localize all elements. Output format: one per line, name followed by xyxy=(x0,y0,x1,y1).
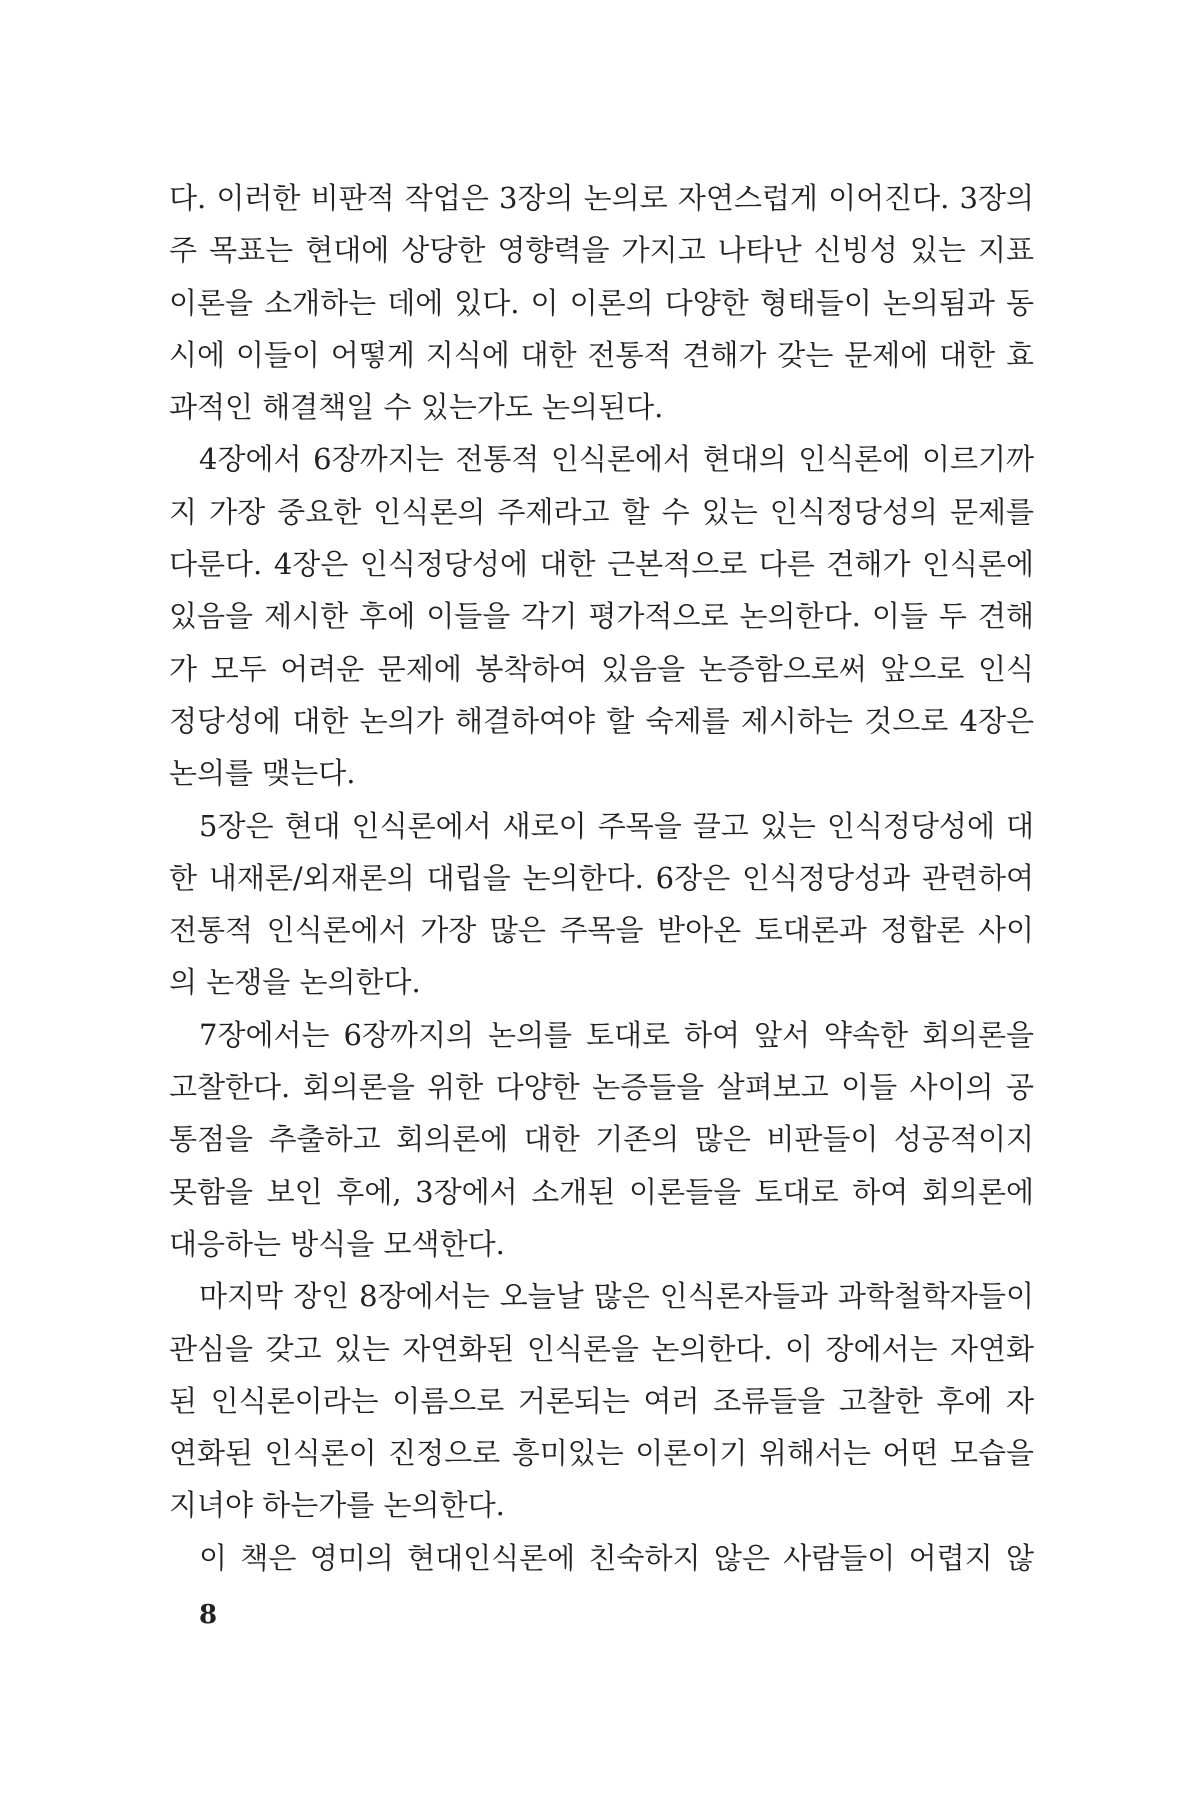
text-line: 시에 이들이 어떻게 지식에 대한 전통적 견해가 갖는 문제에 대한 효 xyxy=(169,337,1034,372)
text-line: 5장은 현대 인식론에서 새로이 주목을 끌고 있는 인식정당성에 대 xyxy=(199,808,1034,843)
text-line: 다. 이러한 비판적 작업은 3장의 논의로 자연스럽게 이어진다. 3장의 xyxy=(169,181,1034,215)
text-line: 7장에서는 6장까지의 논의를 토대로 하여 앞서 약속한 회의론을 xyxy=(199,1017,1034,1052)
text-line: 4장에서 6장까지는 전통적 인식론에서 현대의 인식론에 이르기까 xyxy=(199,442,1034,477)
text-line: 된 인식론이라는 이름으로 거론되는 여러 조류들을 고찰한 후에 자 xyxy=(169,1383,1034,1418)
text-line: 의 논쟁을 논의한다. xyxy=(169,965,421,1000)
text-line: 전통적 인식론에서 가장 많은 주목을 받아온 토대론과 정합론 사이 xyxy=(169,913,1034,948)
text-line: 다룬다. 4장은 인식정당성에 대한 근본적으로 다른 견해가 인식론에 xyxy=(169,547,1034,582)
text-line: 지녀야 하는가를 논의한다. xyxy=(169,1488,505,1523)
text-line: 관심을 갖고 있는 자연화된 인식론을 논의한다. 이 장에서는 자연화 xyxy=(169,1331,1034,1366)
text-line: 연화된 인식론이 진정으로 흥미있는 이론이기 위해서는 어떤 모습을 xyxy=(169,1436,1034,1471)
text-line: 못함을 보인 후에, 3장에서 소개된 이론들을 토대로 하여 회의론에 xyxy=(169,1174,1034,1209)
text-line: 이론을 소개하는 데에 있다. 이 이론의 다양한 형태들이 논의됨과 동 xyxy=(169,285,1034,320)
text-line: 고찰한다. 회의론을 위한 다양한 논증들을 살펴보고 이들 사이의 공 xyxy=(169,1070,1034,1105)
body-text xyxy=(169,172,1034,1584)
page-number: 8 xyxy=(199,1600,218,1630)
text-line: 정당성에 대한 논의가 해결하여야 할 숙제를 제시하는 것으로 4장은 xyxy=(169,703,1034,738)
text-line: 통점을 추출하고 회의론에 대한 기존의 많은 비판들이 성공적이지 xyxy=(169,1122,1034,1157)
text-line: 가 모두 어려운 문제에 봉착하여 있음을 논증함으로써 앞으로 인식 xyxy=(169,651,1034,686)
text-line: 이 책은 영미의 현대인식론에 친숙하지 않은 사람들이 어렵지 않 xyxy=(199,1540,1034,1575)
text-line: 주 목표는 현대에 상당한 영향력을 가지고 나타난 신빙성 있는 지표 xyxy=(169,233,1034,268)
text-line: 마지막 장인 8장에서는 오늘날 많은 인식론자들과 과학철학자들이 xyxy=(199,1279,1034,1314)
text-line: 한 내재론/외재론의 대립을 논의한다. 6장은 인식정당성과 관련하여 xyxy=(169,860,1034,895)
text-line: 대응하는 방식을 모색한다. xyxy=(169,1226,505,1261)
text-line: 지 가장 중요한 인식론의 주제라고 할 수 있는 인식정당성의 문제를 xyxy=(169,494,1034,529)
text-line: 과적인 해결책일 수 있는가도 논의된다. xyxy=(169,390,664,425)
text-line: 있음을 제시한 후에 이들을 각기 평가적으로 논의한다. 이들 두 견해 xyxy=(169,599,1034,634)
text-line: 논의를 맺는다. xyxy=(169,756,356,791)
